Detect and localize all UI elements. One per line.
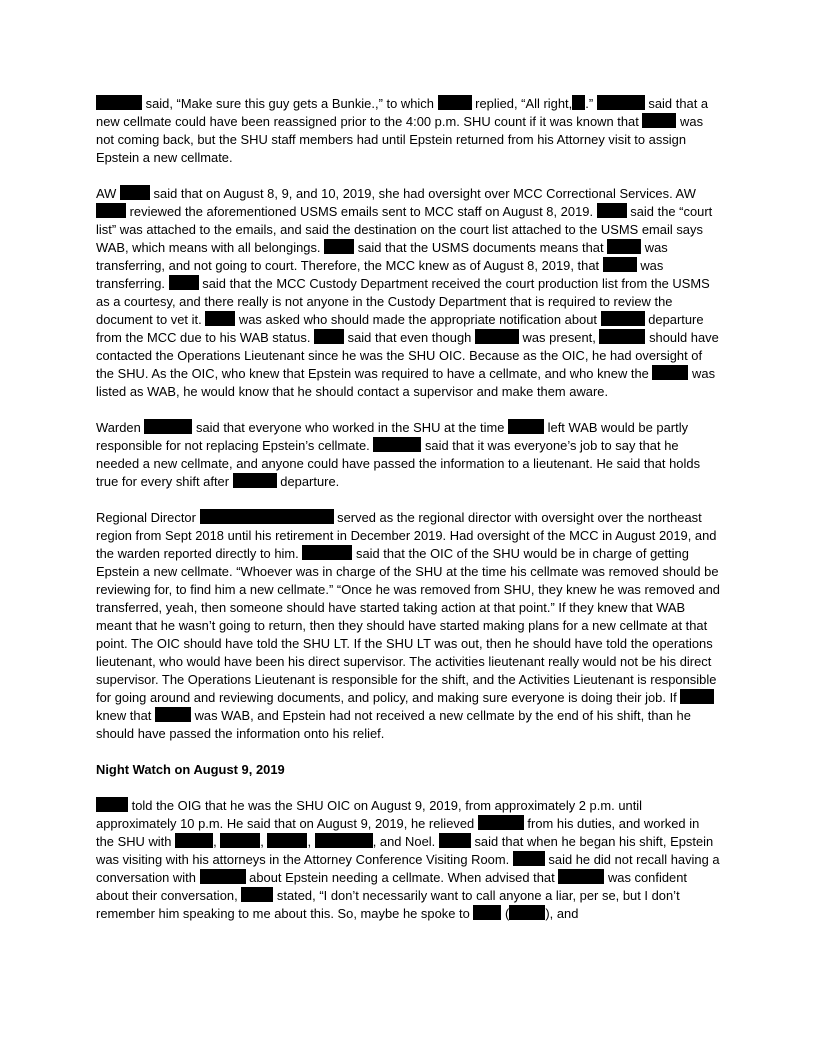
redaction-block (509, 905, 545, 920)
redaction-block (597, 95, 645, 110)
redaction-block (96, 95, 142, 110)
text-run: was transferring. (96, 258, 664, 291)
paragraph-p5 (96, 797, 720, 923)
redaction-block (438, 95, 472, 110)
redaction-block (315, 833, 373, 848)
paragraph-p3 (96, 419, 720, 491)
text-run: ( (501, 906, 510, 921)
redaction-block (144, 419, 192, 434)
text-run: AW (96, 186, 120, 201)
redaction-block (599, 329, 645, 344)
redaction-block (607, 239, 641, 254)
text-run: said that the OIC of the SHU would be in charge of getting Epstein a new cellmate. “Whoever was in charge of the SHU at the time his cellmate was removed should be reviewing for, to find him a new cellmate.” “Once he was removed from SHU, they knew he was removed and transferred, yeah, then someone should have started taking action at that point.” If they knew that WAB meant that he wasn’t going to return, then they should have started making plans for a new cellmate at that point. The OIC should have told the SHU LT. If the SHU LT was out, then he should have told the operations lieutenant, who would have been his direct supervisor. The activities lieutenant really would not be his direct supervisor. The Operations Lieutenant is responsible for the shift, and the Activities Lieutenant is responsible for going around and reviewing documents, and policy, and making sure everyone is doing their job. If (96, 546, 720, 705)
text-run: said that even though (344, 330, 475, 345)
redaction-block (302, 545, 352, 560)
text-run: left WAB would be partly responsible for not replacing Epstein’s cellmate. (96, 420, 689, 453)
report-body (96, 95, 720, 743)
paragraph-p4 (96, 509, 720, 743)
text-run: .” (585, 96, 597, 111)
text-run: said that it was everyone’s job to say that he needed a new cellmate, and anyone could have passed the information to a lieutenant. He said that holds true for every shift after (96, 438, 701, 489)
text-run: , and Noel. (372, 834, 439, 849)
text-run: ), and (545, 906, 579, 921)
section-heading: Night Watch on August 9, 2019 (96, 762, 285, 777)
redaction-block (508, 419, 544, 434)
text-run: was listed as WAB, he would know that he should contact a supervisor and make them aware. (96, 366, 716, 399)
redaction-block (324, 239, 354, 254)
redaction-block (439, 833, 471, 848)
redaction-block (175, 833, 213, 848)
paragraph-p2 (96, 185, 720, 401)
text-run: said that the MCC Custody Department received the court production list from the USMS as a courtesy, and there really is not anyone in the Custody Department that is required to review the document to vet it. (96, 276, 710, 327)
text-run: was present, (518, 330, 600, 345)
text-run: said that the USMS documents means that (354, 240, 608, 255)
redaction-block (652, 365, 688, 380)
redaction-block (169, 275, 199, 290)
redaction-block (314, 329, 344, 344)
text-run: was transferring, and not going to court. Therefore, the MCC knew as of August 8, 2019, that (96, 240, 668, 273)
redaction-block (233, 473, 277, 488)
redaction-block (96, 797, 128, 812)
redaction-block (473, 905, 501, 920)
text-run: said, “Make sure this guy gets a Bunkie.,” to which (142, 96, 438, 111)
text-run: reviewed the aforementioned USMS emails sent to MCC staff on August 8, 2019. (126, 204, 597, 219)
redaction-block (601, 311, 645, 326)
text-run: was WAB, and Epstein had not received a new cellmate by the end of his shift, than he should have passed the information onto his relief. (96, 708, 691, 741)
redaction-block (558, 869, 604, 884)
redaction-block (220, 833, 260, 848)
redaction-block (513, 851, 545, 866)
text-run: said that everyone who worked in the SHU at the time (192, 420, 509, 435)
document-page (96, 95, 720, 941)
redaction-block (478, 815, 524, 830)
text-run: was confident about their conversation, (96, 870, 688, 903)
redaction-block (267, 833, 307, 848)
text-run: served as the regional director with oversight over the northeast region from Sept 2018 until his retirement in December 2019. Had oversight of the MCC in August 2019, and the warden reported directly to him. (96, 510, 717, 561)
text-run: should have contacted the Operations Lieutenant since he was the SHU OIC. Because as the OIC, he had oversight of the SHU. As the OIC, who knew that Epstein was required to have a cellmate, and who knew the (96, 330, 719, 381)
text-run: was not coming back, but the SHU staff members had until Epstein returned from his Attorney visit to assign Epstein a new cellmate. (96, 114, 704, 165)
redaction-block (96, 203, 126, 218)
text-run: replied, “All right, (471, 96, 573, 111)
paragraph-p1 (96, 95, 720, 167)
text-run: said that on August 8, 9, and 10, 2019, she had oversight over MCC Correctional Services. AW (149, 186, 696, 201)
redaction-block (205, 311, 235, 326)
redaction-block (572, 95, 585, 110)
redaction-block (241, 887, 273, 902)
text-run: said he did not recall having a conversation with (96, 852, 720, 885)
redaction-block (200, 509, 334, 524)
text-run: stated, “I don’t necessarily want to call anyone a liar, per se, but I don’t remember him speaking to me about this. So, maybe he spoke to (96, 888, 680, 921)
redaction-block (155, 707, 191, 722)
text-run: was asked who should made the appropriate notification about (235, 312, 601, 327)
text-run: about Epstein needing a cellmate. When advised that (245, 870, 559, 885)
text-run: departure. (276, 474, 340, 489)
redaction-block (603, 257, 637, 272)
text-run: said the “court list” was attached to the emails, and said the destination on the court list attached to the USMS email says WAB, which means with all belongings. (96, 204, 713, 255)
text-run: Regional Director (96, 510, 200, 525)
redaction-block (200, 869, 246, 884)
report-body-continued (96, 797, 720, 923)
redaction-block (642, 113, 676, 128)
redaction-block (373, 437, 421, 452)
text-run: , (307, 834, 315, 849)
text-run: told the OIG that he was the SHU OIC on August 9, 2019, from approximately 2 p.m. until approximately 10 p.m. He said that on August 9, 2019, he relieved (96, 798, 643, 831)
text-run: said that when he began his shift, Epstein was visiting with his attorneys in the Attorney Conference Visiting Room. (96, 834, 714, 867)
text-run: , (213, 834, 221, 849)
redaction-block (475, 329, 519, 344)
text-run: Warden (96, 420, 145, 435)
text-run: departure from the MCC due to his WAB status. (96, 312, 704, 345)
text-run: said that a new cellmate could have been reassigned prior to the 4:00 p.m. SHU count if it was known that (96, 96, 709, 129)
text-run: from his duties, and worked in the SHU with (96, 816, 700, 849)
text-run: knew that (96, 708, 155, 723)
text-run: , (260, 834, 268, 849)
redaction-block (680, 689, 714, 704)
redaction-block (597, 203, 627, 218)
redaction-block (120, 185, 150, 200)
